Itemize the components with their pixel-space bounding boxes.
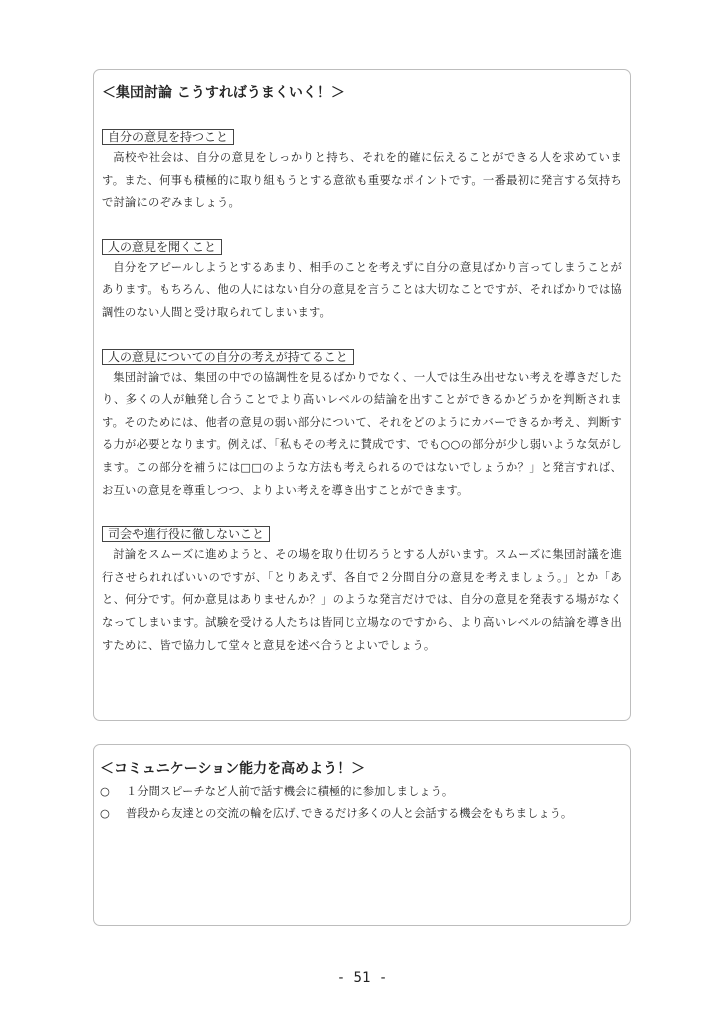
section-heading: 司会や進行役に徹しないこと	[102, 526, 270, 542]
list-item-text: 普段から友達との交流の輪を広げ､できるだけ多くの人と会話する機会をもちましょう。	[126, 807, 573, 820]
list-item-text: １分間スピーチなど人前で話す機会に積極的に参加しましょう。	[126, 785, 454, 798]
section-heading: 人の意見についての自分の考えが持てること	[102, 349, 354, 365]
section-body: 自分をアピールしようとするあまり、相手のことを考えずに自分の意見ばかり言ってしまうことがあります。もちろん、他の人にはない自分の意見を言うことは大切なことですが、それぱかりでは協調性のない人間と受け取られてしまいます。	[102, 260, 622, 319]
group-discussion-title: ＜集団討論 こうすればうまくいく！＞	[102, 85, 345, 101]
section-listen-to-others	[102, 236, 622, 325]
section-body: 高校や社会は、自分の意見をしっかりと持ち、それを的確に伝えることができる人を求めています。また、何事も積極的に取り組もうとする意欲も重要なポイントです。一番最初に発言する気持ちで討論にのぞみましょう。	[102, 151, 622, 210]
communication-title: ＜コミュニケーション能力を高めよう！＞	[100, 761, 366, 777]
circle-bullet-icon: ○	[100, 807, 110, 820]
communication-list	[100, 781, 622, 825]
section-heading: 自分の意見を持つこと	[102, 129, 234, 145]
section-body: 集団討論では、集団の中での協調性を見るばかりでなく、一人では生み出せない考えを導きだしたり、多くの人が触発し合うことでより高いレベルの結論を出すことができるかどうかを判断されます。そのためには、他者の意見の弱い部分について、それをどのようにカバーできるか考え、判断する力が必要となります。例えば、「私もその考えに賛成です、でも○○の部分が少し弱いような気がします。この部分を補うには□□のような方法も考えられるのではないでしょうか？」と発言すれば、お互いの意見を尊重しつつ、よりよい考えを導き出すことができます。	[102, 370, 622, 497]
page-number: - 51 -	[336, 970, 388, 986]
communication-box	[93, 744, 631, 926]
list-item	[100, 803, 622, 825]
list-item	[100, 781, 622, 803]
group-discussion-box	[93, 69, 631, 721]
section-body: 討論をスムーズに進めようと、その場を取り仕切ろうとする人がいます。スムーズに集団討議を進行させられればいいのですが、「とりあえず、各自で２分間自分の意見を考えましょう。」とか「あと、何分です。何か意見はありませんか？」のような発言だけでは、自分の意見を発表する場がなくなってしまいます。試験を受ける人たちは皆同じ立場なのですから、より高いレベルの結論を導き出すために、皆で協力して堂々と意見を述べ合うとよいでしょう。	[102, 548, 622, 652]
circle-bullet-icon: ○	[100, 785, 110, 798]
section-heading: 人の意見を聞くこと	[102, 239, 222, 255]
section-own-view-on-others	[102, 346, 622, 503]
section-own-opinion	[102, 126, 622, 215]
section-not-only-moderator	[102, 523, 622, 657]
